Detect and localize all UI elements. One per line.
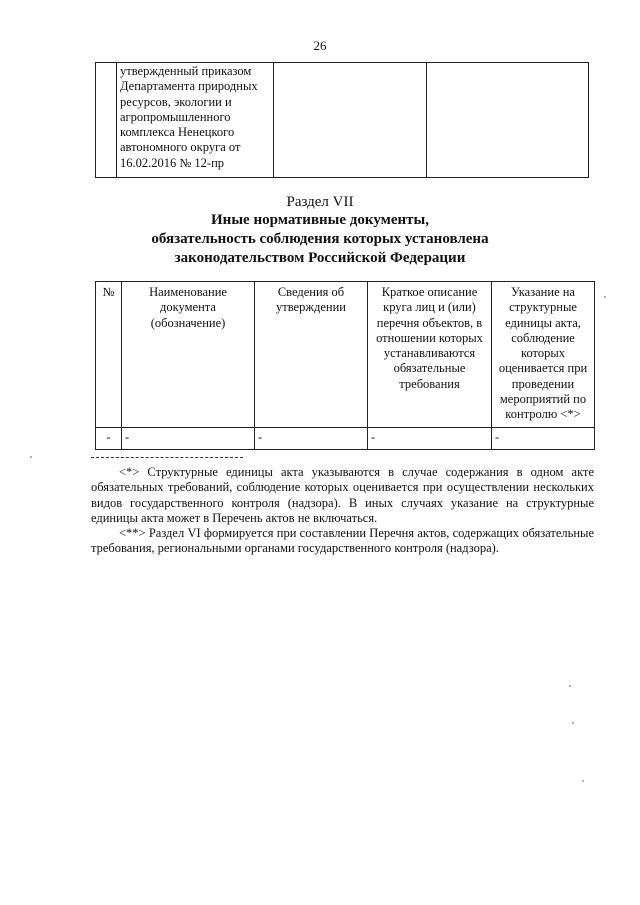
documents-table bbox=[95, 281, 595, 450]
section-title-line: обязательность соблюдения которых установлена bbox=[151, 231, 489, 247]
section-title-line: Иные нормативные документы, bbox=[211, 212, 429, 228]
table-row bbox=[96, 63, 589, 178]
footnote bbox=[91, 465, 594, 527]
scan-artifact bbox=[572, 722, 574, 724]
table-cell: - bbox=[96, 427, 122, 449]
scan-artifact bbox=[30, 456, 32, 458]
header-structural-units: Указание на структурные единицы акта, соблюдение которых оценивается при проведении мероприятий по контролю <*> bbox=[492, 282, 595, 428]
section-title-line: законодательством Российской Федерации bbox=[174, 250, 466, 266]
table-cell bbox=[274, 63, 427, 178]
approval-text: утвержденный приказом Департамента природных ресурсов, экологии и агропромышленного комплекса Ненецкого автономного округа от 16.02.2016 № 12-пр bbox=[120, 64, 258, 170]
header-document-name: Наименование документа (обозначение) bbox=[122, 282, 255, 428]
page-number: 26 bbox=[313, 38, 327, 53]
scan-artifact bbox=[604, 296, 606, 298]
scan-artifact bbox=[582, 780, 584, 782]
section-label: Раздел VII bbox=[286, 194, 354, 210]
table-cell: - bbox=[368, 427, 492, 449]
footnote-text: <**> Раздел VI формируется при составлении Перечня актов, содержащих обязательные требования, региональными органами государственного контроля (надзора). bbox=[91, 526, 594, 556]
header-approval-info: Сведения об утверждении bbox=[255, 282, 368, 428]
table-header-row bbox=[96, 282, 595, 428]
table-cell bbox=[117, 63, 274, 178]
table-cell: - bbox=[255, 427, 368, 449]
footnote-divider bbox=[91, 457, 243, 458]
previous-table-continuation bbox=[95, 62, 589, 178]
table-cell bbox=[96, 63, 117, 178]
header-number: № bbox=[96, 282, 122, 428]
scan-artifact bbox=[569, 685, 571, 687]
table-cell: - bbox=[492, 427, 595, 449]
table-row bbox=[96, 427, 595, 449]
footnote bbox=[91, 526, 594, 557]
table-cell bbox=[427, 63, 589, 178]
footnote-text: <*> Структурные единицы акта указываются в случае содержания в одном акте обязательных требований, соблюдение которых оценивается при осуществлении нескольких видов государственного контроля (надзора). В иных случаях указание на структурные единицы акта может в Перечень актов не включаться. bbox=[91, 465, 594, 526]
header-scope-description: Краткое описание круга лиц и (или) перечня объектов, в отношении которых устанавливаются обязательные требования bbox=[368, 282, 492, 428]
table-cell: - bbox=[122, 427, 255, 449]
